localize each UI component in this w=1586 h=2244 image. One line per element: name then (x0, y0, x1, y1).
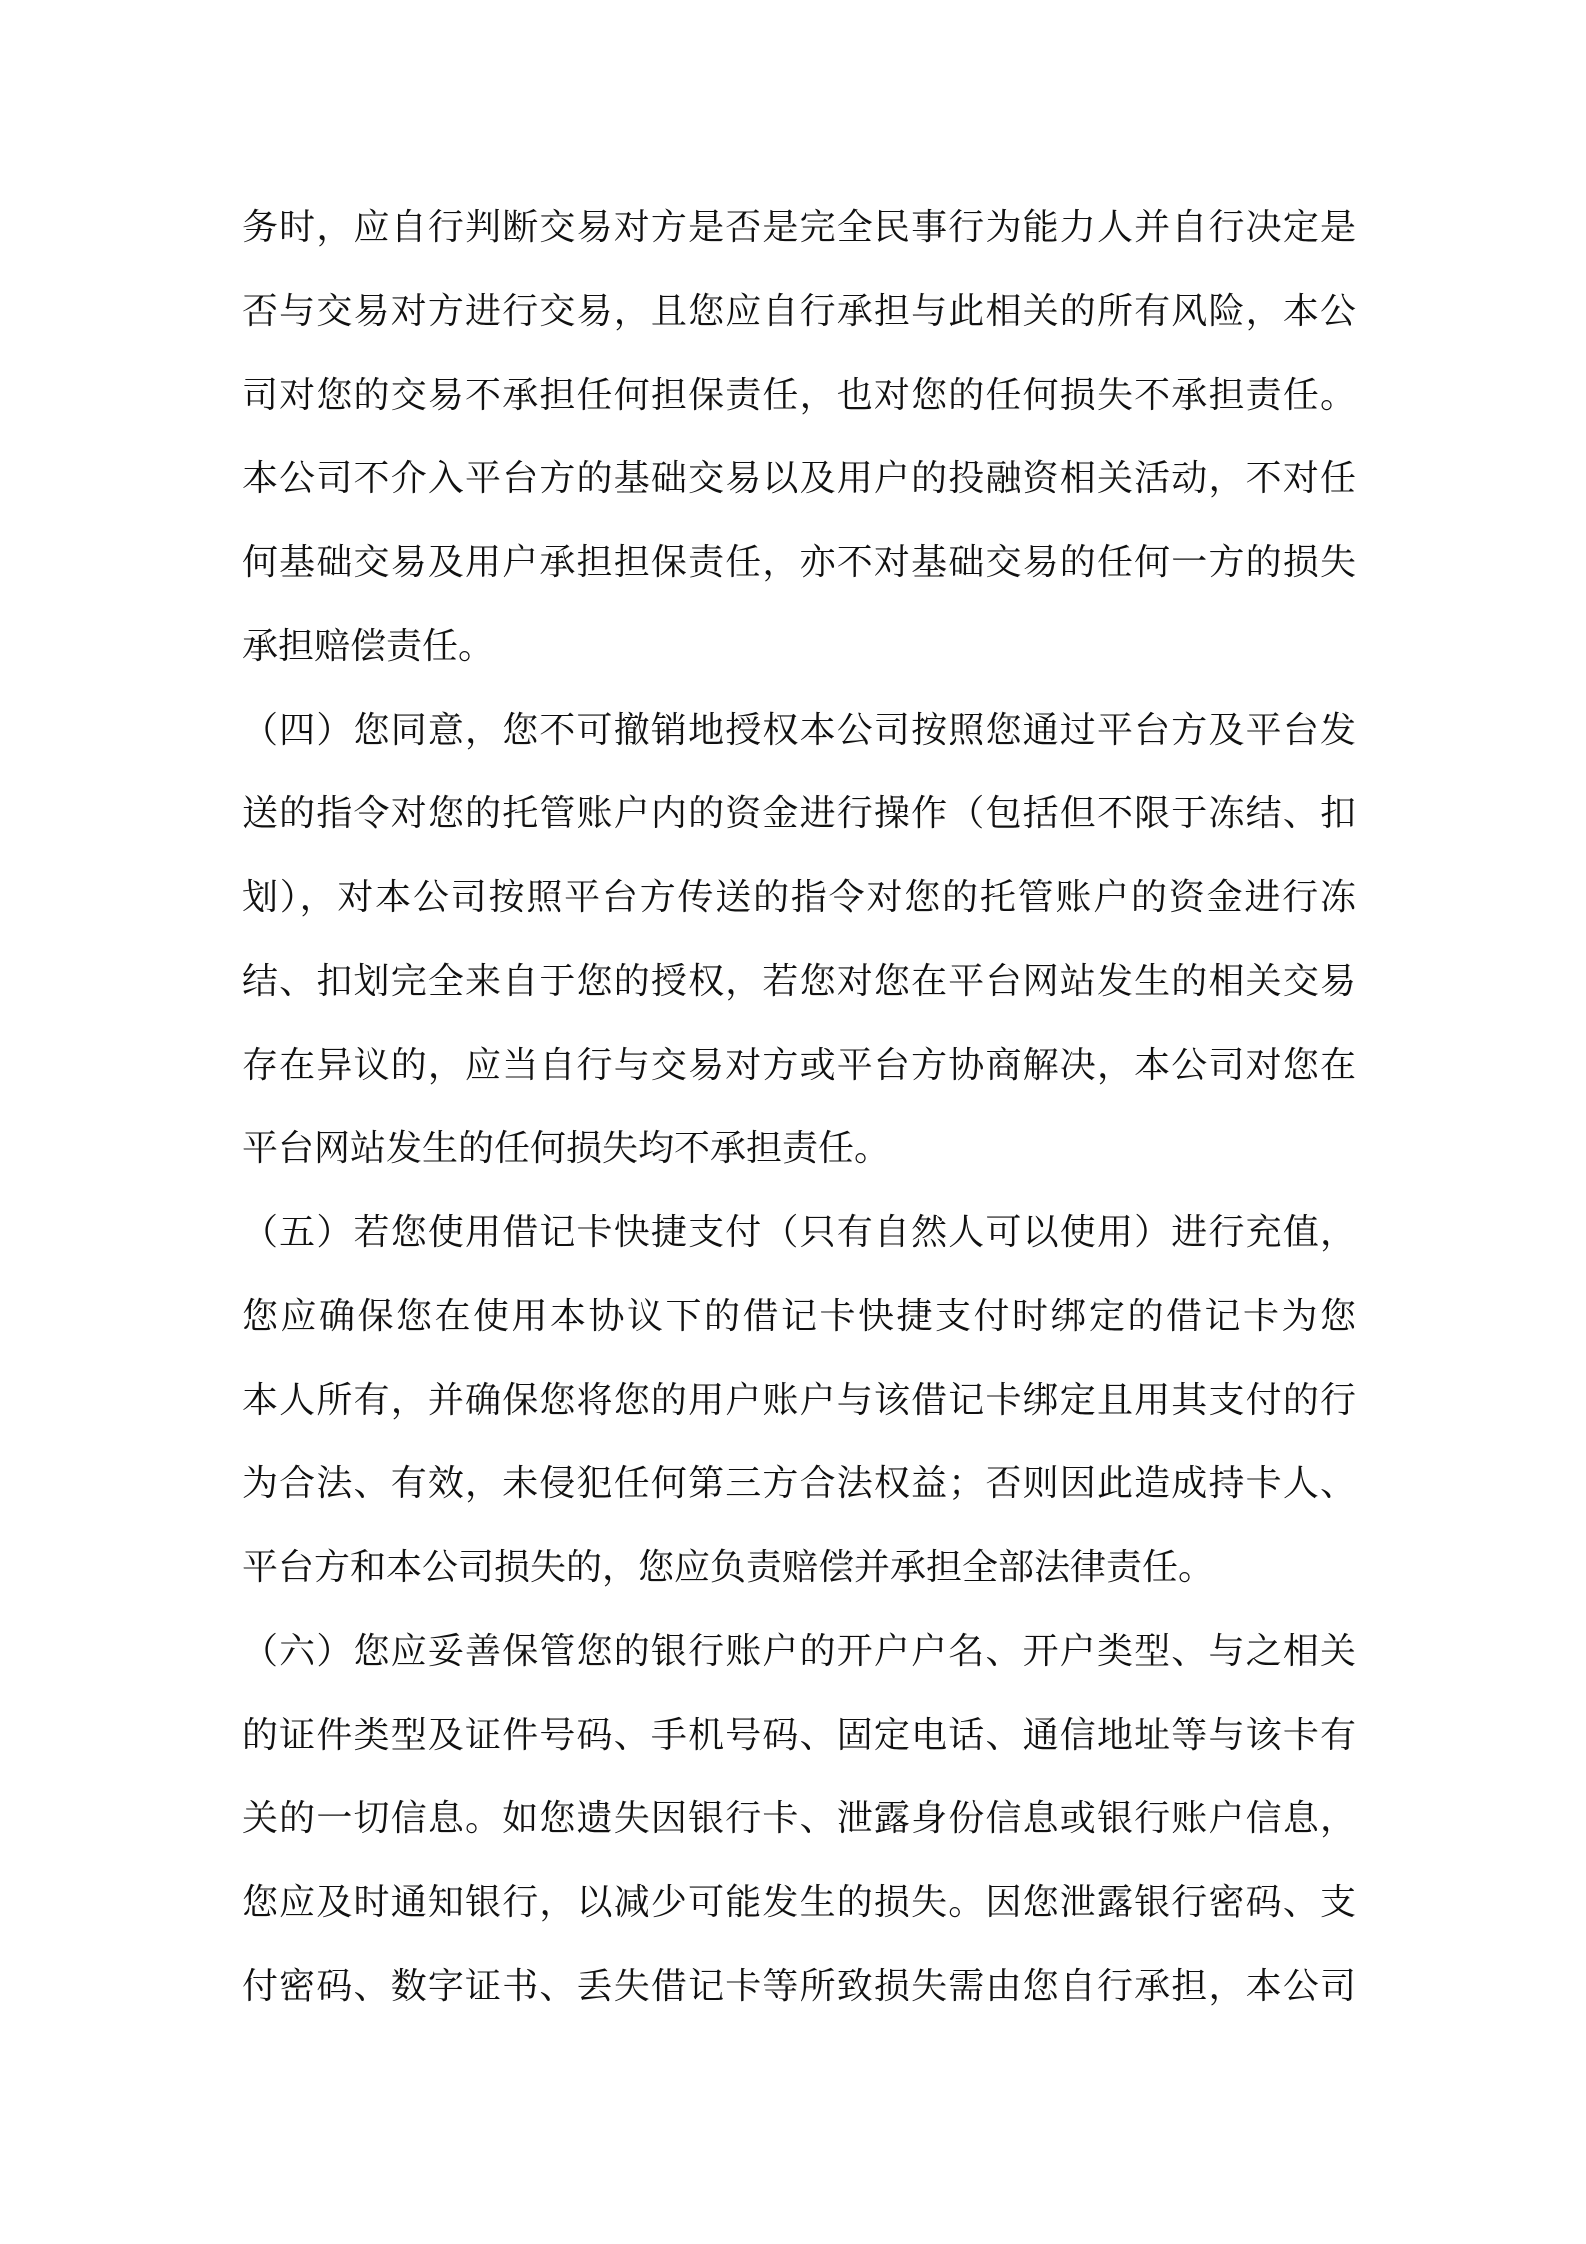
text-line: 何基础交易及用户承担担保责任，亦不对基础交易的任何一方的损失 (242, 542, 1356, 583)
text-line: 平台方和本公司损失的，您应负责赔偿并承担全部法律责任。 (242, 1547, 1215, 1588)
paragraph-clause-4 (242, 689, 1356, 1192)
paragraph-liability (242, 186, 1356, 689)
text-line: （四）您同意，您不可撤销地授权本公司按照您通过平台方及平台发 (242, 709, 1356, 751)
text-line: 为合法、有效，未侵犯任何第三方合法权益；否则因此造成持卡人、 (242, 1463, 1356, 1505)
text-line: 关的一切信息。如您遗失因银行卡、泄露身份信息或银行账户信息， (242, 1798, 1356, 1840)
text-line: 送的指令对您的托管账户内的资金进行操作（包括但不限于冻结、扣 (242, 793, 1356, 835)
paragraph-clause-6 (242, 1610, 1356, 2029)
text-line: 本公司不介入平台方的基础交易以及用户的投融资相关活动，不对任 (242, 458, 1356, 500)
text-line: 付密码、数字证书、丢失借记卡等所致损失需由您自行承担，本公司 (242, 1965, 1356, 2007)
text-line: 结、扣划完全来自于您的授权，若您对您在平台网站发生的相关交易 (242, 960, 1356, 1002)
paragraph-clause-5 (242, 1191, 1356, 1610)
text-line: 平台网站发生的任何损失均不承担责任。 (242, 1128, 891, 1170)
text-line: 您应及时通知银行，以减少可能发生的损失。因您泄露银行密码、支 (242, 1882, 1356, 1923)
text-line: 的证件类型及证件号码、手机号码、固定电话、通信地址等与该卡有 (242, 1714, 1356, 1756)
text-line: 司对您的交易不承担任何担保责任，也对您的任何损失不承担责任。 (242, 374, 1356, 416)
text-line: 承担赔偿责任。 (242, 625, 495, 667)
document-body (242, 186, 1356, 2029)
text-line: 划），对本公司按照平台方传送的指令对您的托管账户的资金进行冻 (242, 877, 1356, 918)
text-line: （六）您应妥善保管您的银行账户的开户户名、开户类型、与之相关 (242, 1630, 1356, 1672)
text-line: （五）若您使用借记卡快捷支付（只有自然人可以使用）进行充值， (242, 1212, 1356, 1253)
text-line: 否与交易对方进行交易，且您应自行承担与此相关的所有风险，本公 (242, 290, 1356, 332)
text-line: 存在异议的，应当自行与交易对方或平台方协商解决，本公司对您在 (242, 1044, 1356, 1086)
text-line: 本人所有，并确保您将您的用户账户与该借记卡绑定且用其支付的行 (242, 1379, 1356, 1421)
text-line: 务时，应自行判断交易对方是否是完全民事行为能力人并自行决定是 (242, 207, 1356, 248)
text-line: 您应确保您在使用本协议下的借记卡快捷支付时绑定的借记卡为您 (242, 1295, 1356, 1337)
